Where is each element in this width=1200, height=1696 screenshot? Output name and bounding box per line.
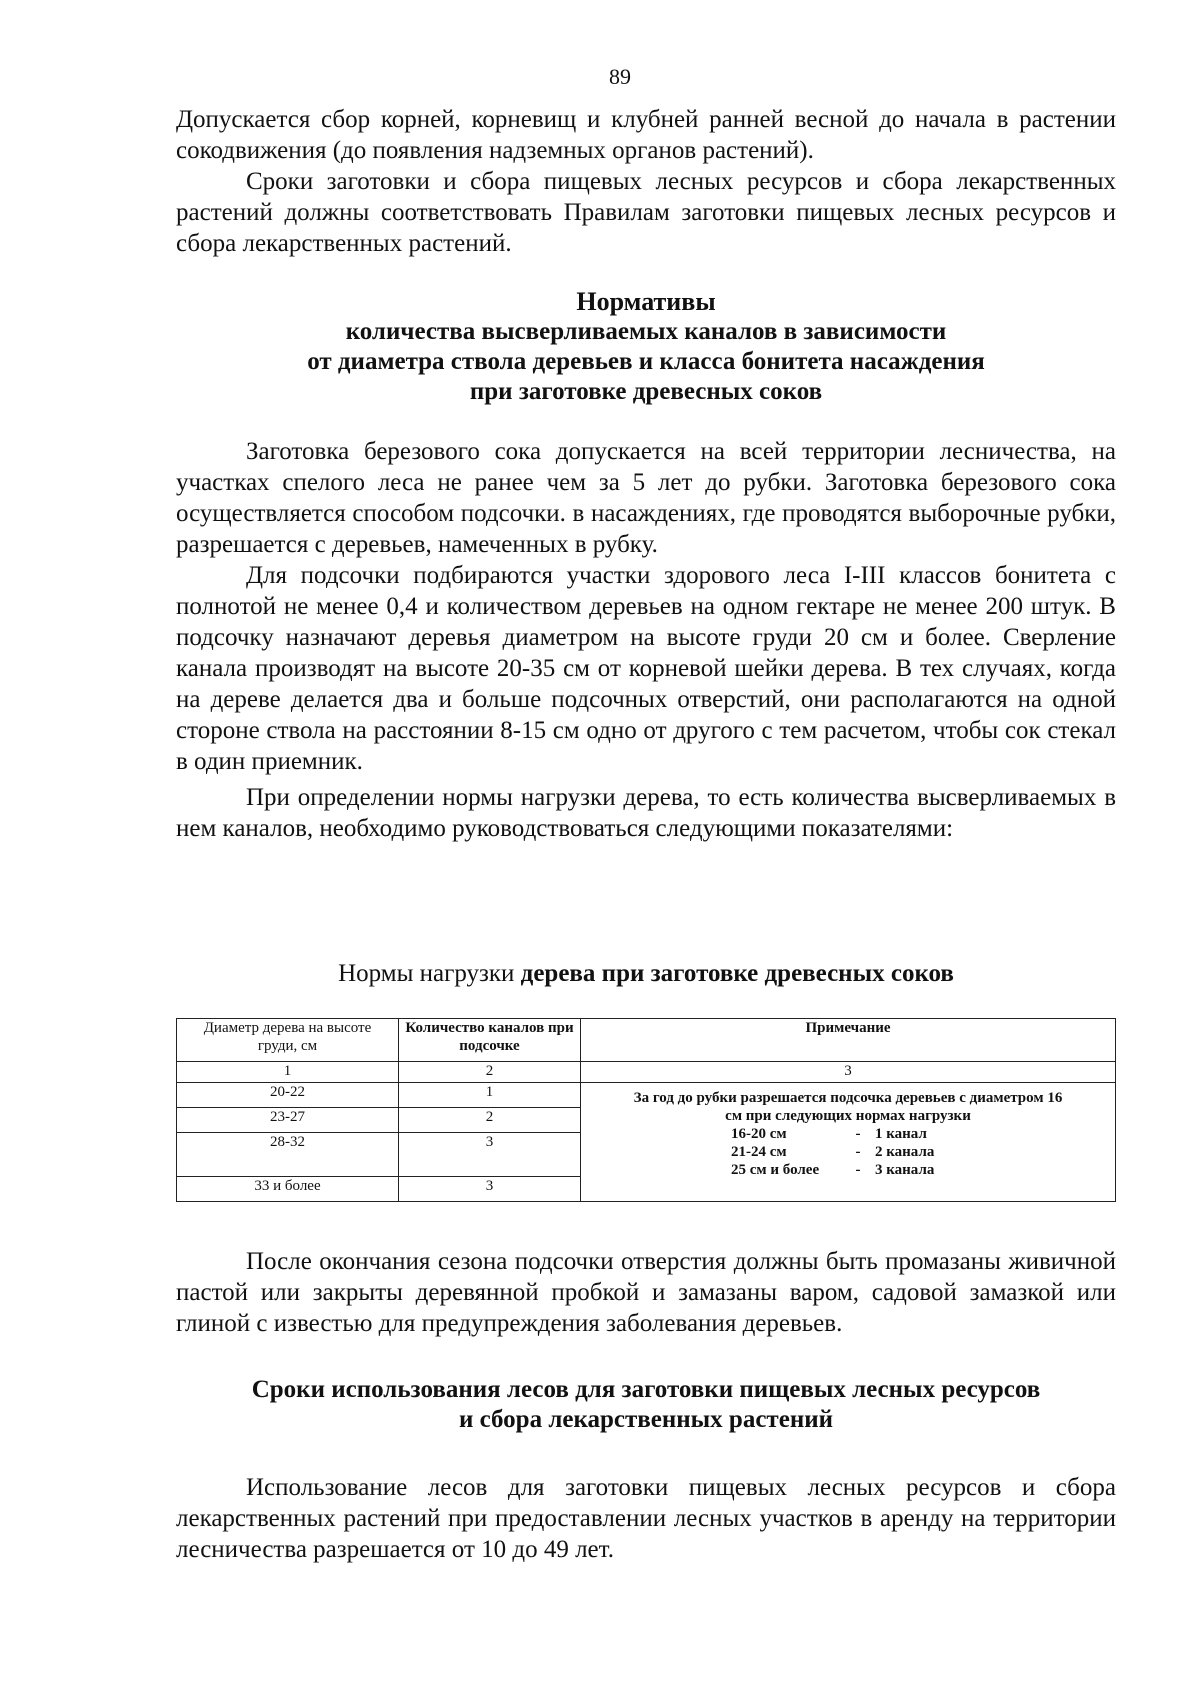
load-dash: - — [855, 1126, 861, 1142]
load-value: 3 канала — [875, 1162, 935, 1178]
load-value: 2 канала — [875, 1144, 935, 1160]
note-line-2: см при следующих нормах нагрузки — [725, 1108, 971, 1124]
row-channels: 3 — [399, 1177, 581, 1202]
note-line-1: За год до рубки разрешается подсочка деревьев с диаметром 16 — [633, 1090, 1063, 1106]
section1-title-line4: при заготовке древесных соков — [469, 378, 823, 405]
row-channels: 1 — [399, 1083, 581, 1108]
col-number-3: 3 — [581, 1062, 1116, 1083]
row-diameter: 33 и более — [177, 1177, 399, 1202]
table-caption — [176, 958, 1116, 989]
col-number-1: 1 — [177, 1062, 399, 1083]
section2-paragraph-1: Использование лесов для заготовки пищевых лесных ресурсов и сбора лекарственных растений при предоставлении лесных участков в аренду на территории лесничества разрешается от 10 до 49 лет. — [176, 1474, 1116, 1563]
load-range: 25 см и более — [731, 1162, 820, 1178]
section2-title-line1: Сроки использования лесов для заготовки пищевых лесных ресурсов — [251, 1376, 1041, 1403]
load-dash: - — [855, 1162, 861, 1178]
note-load-row — [591, 1143, 1105, 1161]
norms-table — [176, 1018, 1116, 1202]
section1-paragraph-3: При определении нормы нагрузки дерева, то есть количества высверливаемых в нем каналов, необходимо руководствоваться следующими показателями: — [176, 784, 1116, 842]
load-range: 16-20 см — [731, 1126, 787, 1142]
col-number-2: 2 — [399, 1062, 581, 1083]
section2-title-line2: и сбора лекарственных растений — [458, 1406, 834, 1433]
load-dash: - — [855, 1144, 861, 1160]
section1-paragraph-1: Заготовка березового сока допускается на всей территории лесничества, на участках спелого леса не ранее чем за 5 лет до рубки. Заготовка березового сока осуществляется способом подсочки. в насаждениях, где проводятся выборочные рубки, разрешается с деревьев, намеченных в рубку. — [176, 438, 1116, 558]
table-column-numbers — [177, 1062, 1116, 1083]
after-table-paragraph: После окончания сезона подсочки отверстия должны быть промазаны живичной пастой или закрыты деревянной пробкой и замазаны варом, садовой замазкой или глиной с известью для предупреждения заболевания деревьев. — [176, 1248, 1116, 1337]
table-caption-prefix: Нормы нагрузки — [338, 960, 521, 987]
intro-paragraph-2: Сроки заготовки и сбора пищевых лесных ресурсов и сбора лекарственных растений должны соответствовать Правилам заготовки пищевых лесных ресурсов и сбора лекарственных растений. — [176, 168, 1116, 257]
header-diameter: Диаметр дерева на высоте груди, см — [177, 1019, 399, 1062]
note-load-row — [591, 1161, 1105, 1179]
load-value: 1 канал — [875, 1126, 927, 1142]
section1-title-line3: от диаметра ствола деревьев и класса бонитета насаждения — [307, 348, 985, 375]
header-note: Примечание — [581, 1019, 1116, 1062]
intro-paragraph-1: Допускается сбор корней, корневищ и клубней ранней весной до начала в растении сокодвижения (до появления надземных органов растений). — [176, 106, 1116, 164]
note-load-row — [591, 1125, 1105, 1143]
row-diameter: 28-32 — [177, 1133, 399, 1177]
table-row — [177, 1083, 1116, 1108]
section1-title-line2: количества высверливаемых каналов в зависимости — [345, 318, 947, 345]
row-diameter: 20-22 — [177, 1083, 399, 1108]
row-channels: 2 — [399, 1108, 581, 1133]
table-header-row — [177, 1019, 1116, 1062]
table-caption-bold: дерева при заготовке древесных соков — [520, 960, 954, 987]
page-number: 89 — [609, 64, 631, 89]
row-channels: 3 — [399, 1133, 581, 1177]
table-note-cell — [581, 1083, 1116, 1202]
section1-title-line1: Нормативы — [576, 287, 716, 316]
load-range: 21-24 см — [731, 1144, 787, 1160]
header-channels: Количество каналов при подсочке — [399, 1019, 581, 1062]
section1-paragraph-2: Для подсочки подбираются участки здорового леса I-III классов бонитета с полнотой не менее 0,4 и количеством деревьев на одном гектаре не менее 200 штук. В подсочку назначают деревья диаметром на высоте груди 20 см и более. Сверление канала производят на высоте 20-35 см от корневой шейки дерева. В тех случаях, когда на дереве делается два и больше подсочных отверстий, они располагаются на одной стороне ствола на расстоянии 8-15 см одно от другого с тем расчетом, чтобы сок стекал в один приемник. — [176, 562, 1116, 775]
row-diameter: 23-27 — [177, 1108, 399, 1133]
